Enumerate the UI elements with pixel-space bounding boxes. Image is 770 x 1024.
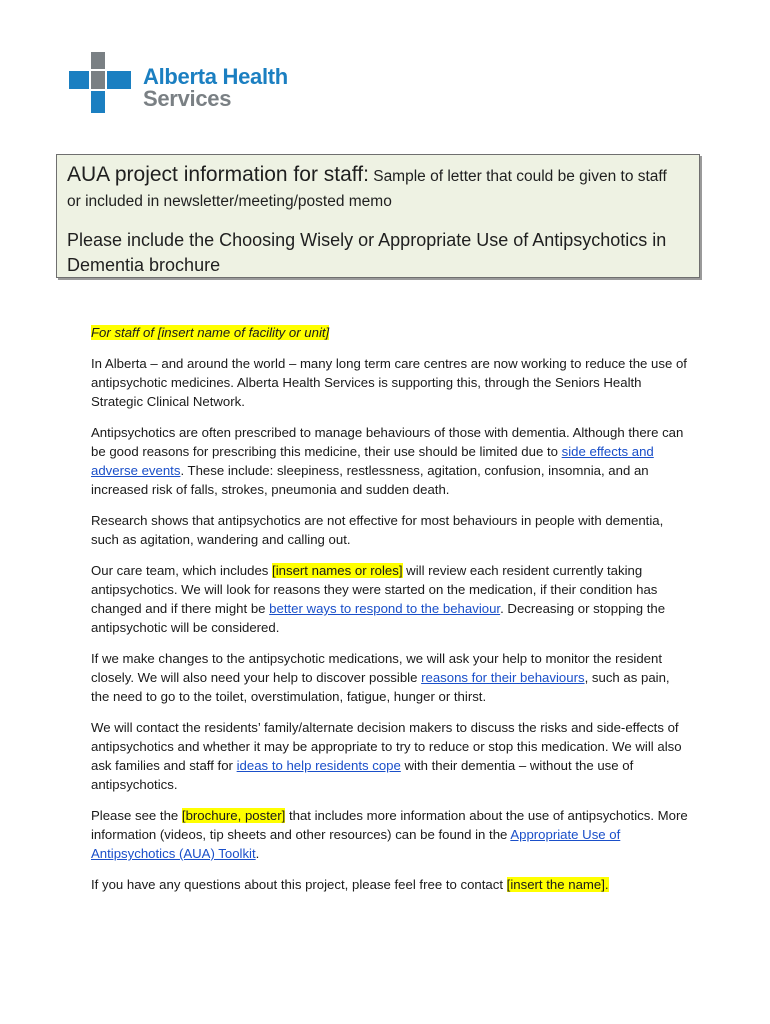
paragraph-1: In Alberta – and around the world – many long term care centres are now working to reduce the use of antipsychotic medicines. Alberta Health Services is supporting this, through the Seniors Health Strategic Clinical Network.	[91, 356, 687, 409]
paragraph-6	[91, 718, 691, 794]
paragraph-5	[91, 649, 691, 706]
p2-text-a: Antipsychotics are often prescribed to manage behaviours of those with dementia. Although there can be good reasons for prescribing this medicine, their use should be limited due to	[91, 425, 684, 459]
for-staff-line	[91, 323, 691, 342]
names-roles-placeholder: [insert names or roles]	[272, 563, 403, 578]
p4-text-a: Our care team, which includes	[91, 563, 273, 578]
box-brochure-note: Please include the Choosing Wisely or Appropriate Use of Antipsychotics in Dementia brochure	[67, 230, 667, 275]
paragraph-7	[91, 806, 691, 863]
box-title-continuation: or included in newsletter/meeting/posted memo	[67, 193, 392, 210]
p4-text-c: . Decreasing or stopping the antipsychotic will be considered.	[91, 601, 666, 635]
p7-text-c: .	[255, 846, 260, 861]
p8-text-a: If you have any questions about this project, please feel free to contact	[91, 877, 507, 892]
info-box	[56, 154, 700, 278]
brochure-poster-placeholder: [brochure, poster]	[181, 808, 286, 823]
letter-body	[91, 323, 691, 906]
paragraph-3: Research shows that antipsychotics are not effective for most behaviours in people with dementia, such as agitation, wandering and calling out.	[91, 513, 664, 547]
box-title-main: AUA project information for staff:	[67, 163, 369, 186]
p6-text-b: with their dementia – without the use of antipsychotics.	[91, 758, 634, 792]
p6-text-a: We will contact the residents’ family/alternate decision makers to discuss the risks and side-effects of antipsychotics and whether it may be appropriate to try to reduce or stop this medication. We will also ask families and staff for	[91, 720, 682, 773]
ahs-logo	[69, 52, 299, 116]
ideas-cope-link[interactable]: ideas to help residents cope	[236, 758, 401, 773]
ahs-cross-icon	[69, 52, 133, 116]
logo-name-line2: Services	[143, 86, 232, 111]
for-staff-placeholder: For staff of [insert name of facility or unit]	[91, 325, 330, 340]
p7-text-a: Please see the	[91, 808, 182, 823]
p7-text-b: that includes more information about the use of antipsychotics. More information (videos, tip sheets and other resources) can be found in the	[91, 808, 688, 842]
box-title	[67, 161, 699, 190]
paragraph-8	[91, 875, 691, 894]
p4-text-b: will review each resident currently taking antipsychotics. We will look for reasons they were started on the medication, if their condition has changed and if there might be	[91, 563, 658, 616]
contact-name-placeholder: [insert the name].	[506, 877, 609, 892]
better-ways-link[interactable]: better ways to respond to the behaviour	[269, 601, 501, 616]
p5-text-a: If we make changes to the antipsychotic medications, we will ask your help to monitor the resident closely. We will also need your help to discover possible	[91, 651, 663, 685]
reasons-behaviours-link[interactable]: reasons for their behaviours	[421, 670, 585, 685]
box-title-small: Sample of letter that could be given to staff	[368, 168, 667, 185]
aua-toolkit-link[interactable]: Appropriate Use of Antipsychotics (AUA) Toolkit	[91, 827, 621, 861]
logo-name-line1: Alberta Health	[143, 64, 288, 89]
p2-text-b: . These include: sleepiness, restlessness, agitation, confusion, insomnia, and an increased risk of falls, strokes, pneumonia and sudden death.	[91, 463, 649, 497]
paragraph-4	[91, 561, 691, 637]
paragraph-2	[91, 423, 691, 499]
p5-text-b: , such as pain, the need to go to the toilet, overstimulation, fatigue, hunger or thirst.	[91, 670, 670, 704]
side-effects-link[interactable]: side effects and adverse events	[91, 444, 654, 478]
